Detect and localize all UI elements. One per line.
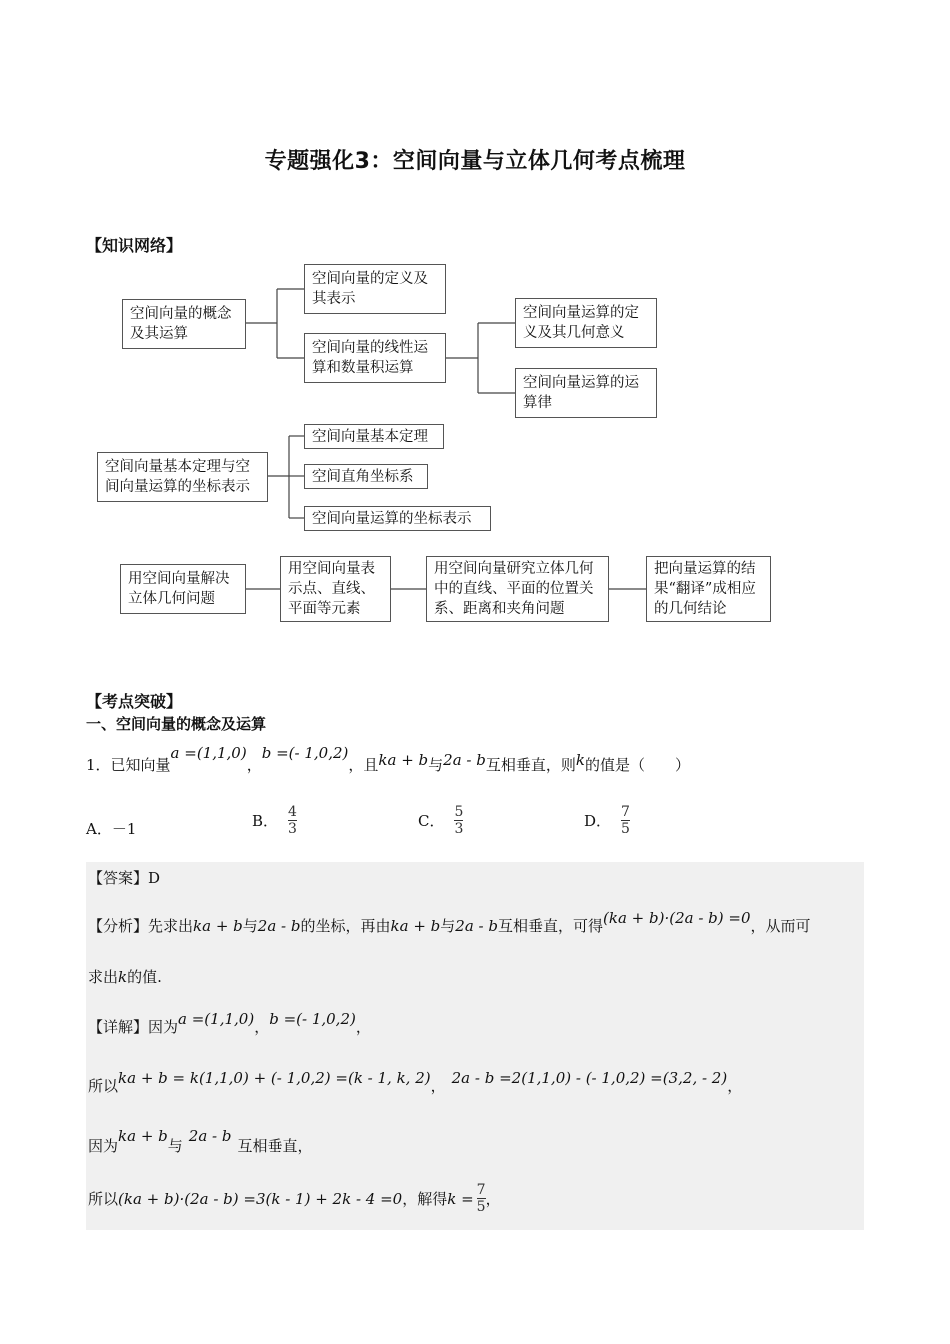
punct: ，: [246, 756, 262, 774]
text: 与: [428, 756, 444, 774]
expr: ka + b: [390, 917, 441, 935]
detail-line: [88, 1010, 371, 1037]
text: 因为: [148, 1018, 179, 1036]
option-b[interactable]: [252, 804, 297, 837]
expr: 2a - b: [455, 917, 498, 935]
text: 的值是（ ）: [584, 756, 690, 774]
denominator: 5: [476, 1199, 486, 1215]
denominator: 5: [621, 821, 630, 837]
expr: ka + b: [193, 917, 243, 935]
step-3: [88, 1182, 501, 1215]
page-title: 专题强化3：空间向量与立体几何考点梳理: [264, 149, 686, 174]
denominator: 3: [288, 821, 297, 837]
text: 互相垂直，可得: [497, 917, 603, 935]
expr-ka-plus-b-coords: ka + b = k(1,1,0) + (- 1,0,2) =(k - 1, k, 2): [118, 1069, 431, 1087]
text: ，从而可: [750, 917, 811, 935]
text: 所以: [88, 1077, 119, 1095]
expr-ka-plus-b: ka + b: [378, 751, 429, 769]
node-operation-meaning: 空间向量运算的定义及其几何意义: [515, 298, 657, 348]
text: 的值.: [127, 968, 162, 986]
dot-product-equation: (ka + b)·(2a - b) =3(k - 1) + 2k - 4 =0: [118, 1189, 403, 1208]
node-study-relations: 用空间向量研究立体几何中的直线、平面的位置关系、距离和夹角问题: [426, 556, 609, 622]
expr-2a-minus-b: 2a - b: [443, 751, 486, 769]
var-k: k =: [447, 1189, 474, 1208]
node-represent-elements: 用空间向量表示点、直线、平面等元素: [280, 556, 391, 622]
node-basic-theorem-group: 空间向量基本定理与空间向量运算的坐标表示: [97, 452, 268, 502]
option-b-fraction: [288, 804, 297, 837]
node-coordinate-operation: 空间向量运算的坐标表示: [304, 506, 491, 531]
text: ，且: [348, 756, 379, 774]
node-linear-operation: 空间向量的线性运算和数量积运算: [304, 333, 446, 383]
exam-header: 【考点突破】: [86, 692, 183, 711]
answer-line: 【答案】D: [88, 869, 161, 887]
option-d-label: D．: [584, 812, 612, 830]
var-k: k: [575, 751, 585, 769]
perpendicular-condition: (ka + b)·(2a - b) =0: [603, 909, 751, 927]
node-vector-definition: 空间向量的定义及其表示: [304, 264, 446, 314]
text: 求出: [88, 968, 119, 986]
vector-b-def: b =(- 1,0,2): [261, 744, 349, 762]
text: 与: [242, 917, 258, 935]
analysis-label: 【分析】: [88, 917, 149, 935]
text: 的坐标，再由: [300, 917, 391, 935]
expr: 2a - b: [188, 1127, 232, 1145]
text: 因为: [88, 1137, 119, 1155]
node-coordinate-system: 空间直角坐标系: [304, 464, 428, 489]
punct: ，: [727, 1077, 743, 1095]
punct: ，: [254, 1018, 270, 1036]
node-translate-results: 把向量运算的结果“翻译”成相应的几何结论: [646, 556, 771, 622]
step-1: [88, 1069, 743, 1096]
option-c-label: C．: [418, 812, 445, 830]
part-one-heading: 一、空间向量的概念及运算: [86, 715, 267, 733]
option-a[interactable]: A．－1: [86, 820, 137, 838]
node-vector-concept: 空间向量的概念及其运算: [122, 299, 246, 349]
step-2: [88, 1127, 313, 1156]
numerator: 7: [621, 804, 630, 820]
punct: ，: [430, 1077, 446, 1095]
text: 与: [167, 1137, 183, 1155]
analysis-line-2: [88, 966, 162, 987]
vector-a-def: a =(1,1,0): [178, 1010, 255, 1028]
node-basic-theorem: 空间向量基本定理: [304, 424, 444, 449]
expr: 2a - b: [257, 917, 301, 935]
numerator: 5: [454, 804, 464, 820]
expr-2a-minus-b-coords: 2a - b =2(1,1,0) - (- 1,0,2) =(3,2, - 2): [451, 1069, 728, 1087]
question-1: [86, 744, 690, 775]
denominator: 3: [454, 821, 464, 837]
knowledge-header: 【知识网络】: [86, 236, 183, 255]
punct: ，: [485, 1190, 501, 1208]
vector-a-def: a =(1,1,0): [170, 744, 247, 762]
k-fraction: [477, 1182, 486, 1215]
detail-label: 【详解】: [88, 1018, 149, 1036]
text: ，解得: [402, 1190, 448, 1208]
option-d-fraction: [621, 804, 630, 837]
expr: ka + b: [118, 1127, 168, 1145]
analysis-line: [88, 909, 811, 936]
numerator: 7: [476, 1182, 486, 1198]
text: 与: [440, 917, 456, 935]
node-solve-geometry: 用空间向量解决立体几何问题: [120, 564, 246, 614]
option-d[interactable]: [584, 804, 630, 837]
option-b-label: B．: [252, 812, 279, 830]
question-1-number: 1．已知向量: [86, 756, 171, 774]
text: 互相垂直，则: [485, 756, 576, 774]
option-c-fraction: [454, 804, 463, 837]
node-operation-laws: 空间向量运算的运算律: [515, 368, 657, 418]
vector-b-def: b =(- 1,0,2): [269, 1010, 356, 1028]
punct: ，: [355, 1018, 371, 1036]
text: 所以: [88, 1190, 119, 1208]
numerator: 4: [288, 804, 297, 820]
var-k: k: [118, 968, 128, 986]
text: 先求出: [148, 917, 194, 935]
text: 互相垂直，: [237, 1137, 313, 1155]
option-c[interactable]: [418, 804, 463, 837]
